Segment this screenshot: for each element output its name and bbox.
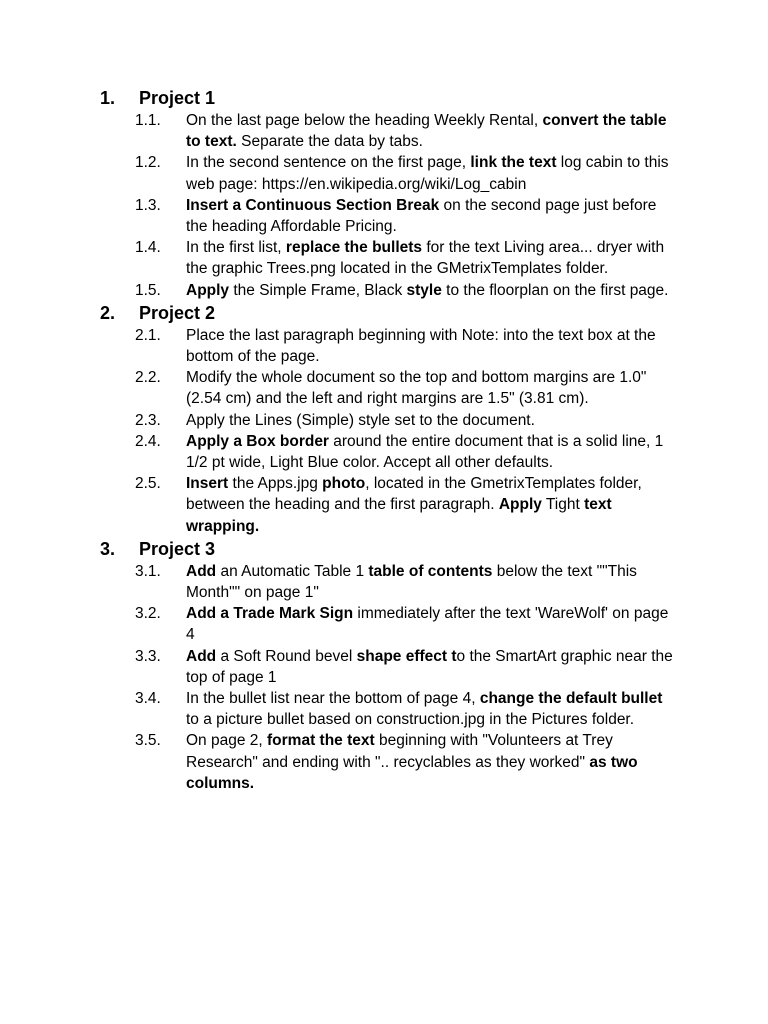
task-number: 2.2.: [135, 369, 161, 387]
task-item: [135, 688, 768, 730]
task-number: 3.5.: [135, 732, 161, 750]
task-text: [186, 688, 676, 730]
bold-text-segment: Add: [186, 647, 217, 665]
task-number: 2.4.: [135, 432, 161, 450]
task-text: [186, 195, 676, 237]
bold-text-segment: shape effect t: [356, 647, 457, 665]
text-segment: on the second page just before the heading Affordable Pricing.: [186, 196, 657, 236]
bold-text-segment: Apply a Box border: [186, 432, 329, 450]
task-text: [186, 237, 676, 279]
text-segment: the Apps.jpg: [228, 475, 323, 493]
task-item: [135, 603, 768, 645]
task-text: [186, 561, 676, 603]
project-number: 2.: [100, 302, 116, 323]
task-number: 3.2.: [135, 605, 161, 623]
bold-text-segment: Add: [186, 562, 217, 580]
text-segment: o the SmartArt graphic near the top of page 1: [186, 647, 673, 686]
text-segment: log cabin to this web page: https://en.wikipedia.org/wiki/Log_cabin: [186, 154, 669, 193]
text-segment: immediately after the text 'WareWolf' on page 4: [186, 605, 669, 644]
task-number: 2.3.: [135, 411, 161, 429]
bold-text-segment: Insert a Continuous Section Break: [186, 196, 440, 214]
task-text: [186, 410, 676, 431]
text-segment: In the second sentence on the first page,: [186, 154, 471, 172]
project-title: Project 1: [139, 88, 216, 108]
task-item: [135, 110, 768, 152]
task-number: 1.1.: [135, 112, 161, 129]
bold-text-segment: change the default bullet: [479, 690, 663, 708]
project-section: [0, 86, 768, 301]
task-text: [186, 646, 676, 688]
task-text: [186, 730, 676, 794]
task-item: [135, 237, 768, 279]
bold-text-segment: Apply: [186, 281, 230, 299]
bold-text-segment: replace the bullets: [285, 239, 423, 257]
task-number: 1.2.: [135, 154, 161, 172]
task-item: [135, 325, 768, 367]
project-section: [0, 537, 768, 794]
project-title: Project 2: [139, 302, 216, 323]
text-segment: In the bullet list near the bottom of page 4,: [186, 690, 480, 708]
task-text: [186, 367, 676, 409]
task-text: [186, 603, 676, 645]
project-section: [0, 301, 768, 537]
text-segment: , located in the GmetrixTemplates folder, between the heading and the first paragraph.: [186, 475, 642, 514]
text-segment: to the floorplan on the first page.: [441, 281, 669, 299]
task-number: 3.4.: [135, 690, 161, 708]
task-item: [135, 410, 768, 431]
text-segment: Separate the data by tabs.: [236, 133, 423, 151]
task-text: [186, 325, 676, 367]
bold-text-segment: format the text: [267, 732, 375, 750]
task-item: [135, 473, 768, 537]
text-segment: Modify the whole document so the top and bottom margins are 1.0" (2.54 cm) and the left and right margins are 1.5" (3.81 cm).: [186, 369, 647, 408]
task-number: 2.1.: [135, 326, 161, 344]
text-segment: a Soft Round bevel: [216, 647, 357, 665]
text-segment: Tight: [541, 496, 585, 514]
task-number: 3.1.: [135, 562, 161, 580]
text-segment: below the text ""This Month"" on page 1": [186, 562, 637, 602]
task-number: 3.3.: [135, 647, 161, 665]
task-item: [135, 431, 768, 473]
text-segment: beginning with "Volunteers at Trey Research" and ending with ".. recyclables as they worked": [186, 732, 613, 771]
task-text: [186, 110, 676, 152]
text-segment: Apply the Lines (Simple) style set to the document.: [186, 411, 535, 429]
text-segment: for the text Living area... dryer with the graphic Trees.png located in the GMetrixTemplates folder.: [186, 239, 665, 278]
text-segment: In the first list,: [186, 239, 286, 257]
task-number: 1.5.: [135, 281, 161, 299]
task-item: [135, 280, 768, 301]
task-item: [135, 367, 768, 409]
text-segment: to a picture bullet based on construction.jpg in the Pictures folder.: [186, 711, 635, 729]
task-text: [186, 152, 676, 194]
task-item: [135, 195, 768, 237]
project-heading: [100, 86, 768, 110]
bold-text-segment: Add a Trade Mark Sign: [186, 605, 354, 623]
task-number: 1.3.: [135, 196, 161, 214]
bold-text-segment: as two columns.: [186, 753, 638, 792]
bold-text-segment: photo: [322, 475, 366, 493]
task-item: [135, 561, 768, 603]
task-number: 1.4.: [135, 239, 161, 257]
text-segment: the Simple Frame, Black: [229, 281, 407, 299]
project-heading: [100, 301, 768, 325]
text-segment: On page 2,: [186, 732, 268, 750]
project-title: Project 3: [139, 538, 216, 559]
text-segment: around the entire document that is a solid line, 1 1/2 pt wide, Light Blue color. Accept all other defaults.: [186, 432, 664, 472]
bold-text-segment: style: [406, 281, 442, 299]
task-item: [135, 730, 768, 794]
bold-text-segment: text wrapping.: [186, 496, 612, 535]
project-number: 1.: [100, 88, 116, 108]
task-item: [135, 152, 768, 194]
text-segment: an Automatic Table 1: [216, 562, 369, 580]
bold-text-segment: link the text: [470, 154, 557, 172]
task-text: [186, 280, 676, 301]
text-segment: Place the last paragraph beginning with Note: into the text box at the bottom of the page.: [186, 326, 656, 366]
bold-text-segment: Insert: [186, 475, 229, 493]
bold-text-segment: convert the table to text.: [186, 112, 667, 151]
task-item: [135, 646, 768, 688]
task-text: [186, 473, 676, 537]
text-segment: On the last page below the heading Weekly Rental,: [186, 112, 543, 129]
bold-text-segment: Apply: [498, 496, 542, 514]
task-number: 2.5.: [135, 475, 161, 493]
task-text: [186, 431, 676, 473]
bold-text-segment: table of contents: [368, 562, 493, 580]
project-heading: [100, 537, 768, 561]
project-number: 3.: [100, 538, 116, 559]
